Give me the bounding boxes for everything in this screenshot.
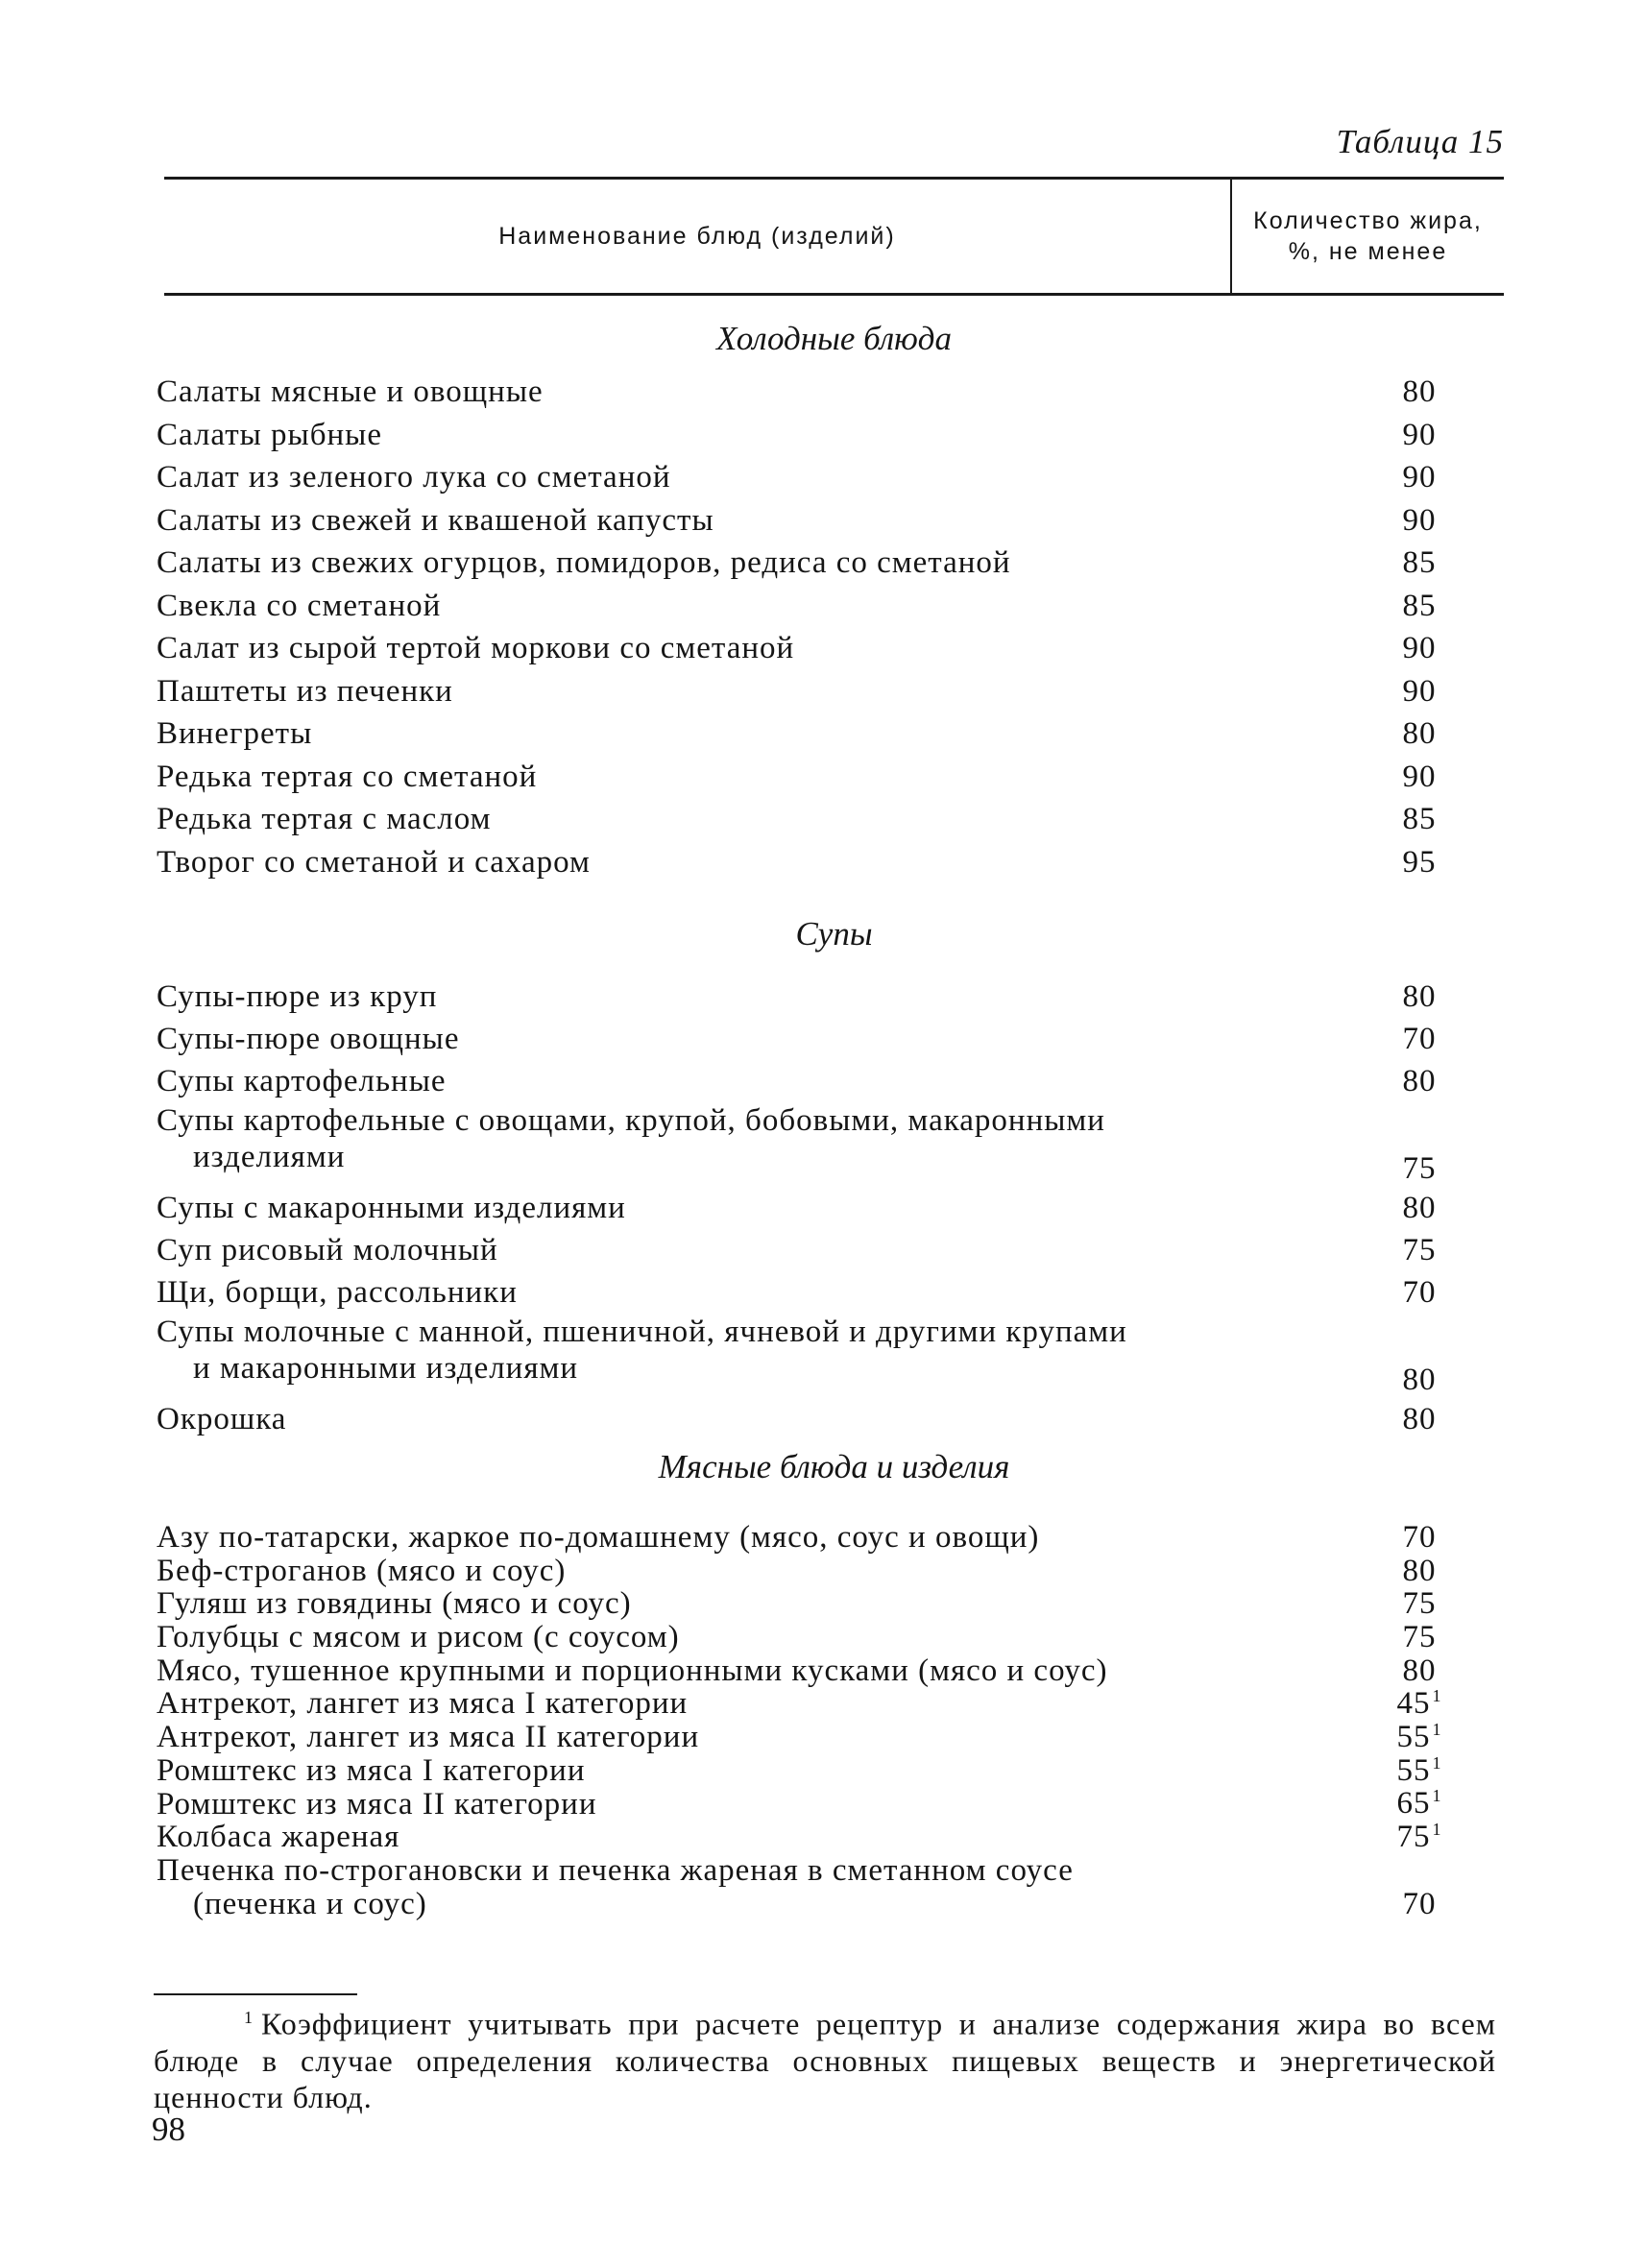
header-fat-line2: %, не менее	[1288, 238, 1448, 265]
fat-value	[1376, 1271, 1463, 1314]
footnote-ref: 1	[1432, 1786, 1442, 1806]
fat-value	[1376, 1229, 1463, 1271]
footnote-text: Коэффициент учитывать при расчете рецептур и анализе содержания жира во всем блюде в случае определения количества основных пищевых веществ и энергетической ценности блюд.	[154, 2006, 1496, 2114]
table-row	[157, 1788, 1463, 1822]
fat-value-number: 75	[1402, 1233, 1437, 1267]
dish-name-continuation: изделиями	[193, 1140, 346, 1174]
fat-value	[1376, 798, 1463, 841]
fat-value-number: 70	[1402, 1022, 1437, 1056]
fat-value-number: 90	[1402, 631, 1437, 665]
dish-name-text: Печенка по-строгановски и печенка жареная в сметанном соусе	[157, 1852, 1074, 1888]
fat-value-number: 80	[1402, 1553, 1437, 1588]
dish-name	[157, 1621, 1290, 1654]
dish-name	[157, 371, 1290, 414]
dish-name-text: Супы картофельные с овощами, крупой, бобовыми, макаронными	[157, 1103, 1105, 1138]
dish-name	[157, 1654, 1290, 1688]
fat-value	[1376, 585, 1463, 628]
section-title-soups: Супы	[795, 915, 873, 953]
page-number: 98	[152, 2111, 185, 2148]
table-row	[157, 1854, 1463, 1920]
table-row	[157, 1555, 1463, 1588]
fat-value-number: 75	[1396, 1820, 1431, 1855]
dish-name	[157, 1187, 1290, 1229]
dish-name-text: Окрошка	[157, 1402, 287, 1436]
fat-value-number: 55	[1396, 1752, 1431, 1788]
footnote-mark: 1	[244, 2008, 254, 2027]
fat-value	[1376, 1521, 1463, 1555]
table-row	[157, 976, 1463, 1018]
table-row	[157, 1060, 1463, 1102]
fat-value	[1376, 499, 1463, 543]
dish-name-text: Салат из зеленого лука со сметаной	[157, 460, 671, 495]
table-row	[157, 1271, 1463, 1314]
dish-name	[157, 1521, 1290, 1555]
dish-name-text: Супы-пюре овощные	[157, 1022, 460, 1056]
dish-name	[157, 1314, 1290, 1387]
footnote-ref: 1	[1432, 1820, 1442, 1840]
dish-name-text: Гуляш из говядины (мясо и соус)	[157, 1586, 632, 1622]
fat-value	[1376, 756, 1463, 799]
fat-value-number: 90	[1402, 673, 1437, 709]
dish-name	[157, 1788, 1290, 1822]
section-soups-rows	[157, 976, 1463, 1440]
dish-name-text: Беф-строганов (мясо и соус)	[157, 1553, 567, 1588]
fat-value	[1376, 1555, 1463, 1588]
dish-name-text: Винегреты	[157, 716, 313, 751]
dish-name-continuation: (печенка и соус)	[193, 1886, 427, 1921]
table-row	[157, 499, 1463, 543]
fat-value-number: 75	[1402, 1620, 1437, 1655]
fat-value	[1376, 1060, 1463, 1102]
fat-value-number: 80	[1402, 1363, 1437, 1397]
dish-name	[157, 670, 1290, 713]
table-row	[157, 1187, 1463, 1229]
dish-name-text: Щи, борщи, рассольники	[157, 1275, 518, 1310]
dish-name-text: Салаты из свежих огурцов, помидоров, редиса со сметаной	[157, 545, 1011, 580]
table-header	[164, 177, 1504, 296]
fat-value	[1376, 1150, 1463, 1187]
fat-value	[1376, 627, 1463, 670]
dish-name-continuation: и макаронными изделиями	[193, 1351, 579, 1386]
footnote-ref: 1	[1432, 1752, 1442, 1773]
dish-name	[157, 1587, 1290, 1621]
fat-value-number: 80	[1402, 1064, 1437, 1098]
table-row	[157, 756, 1463, 799]
fat-value	[1376, 1888, 1463, 1921]
table-row	[157, 1018, 1463, 1060]
dish-name	[157, 798, 1290, 841]
fat-value-number: 90	[1402, 417, 1437, 452]
section-title-cold: Холодные блюда	[716, 320, 952, 357]
dish-name	[157, 1018, 1290, 1060]
fat-value	[1376, 1018, 1463, 1060]
fat-value-number: 85	[1402, 588, 1437, 623]
dish-name	[157, 499, 1290, 543]
dish-name	[157, 1229, 1290, 1271]
table-row	[157, 798, 1463, 841]
fat-value-number: 80	[1402, 979, 1437, 1014]
table-row	[157, 542, 1463, 585]
fat-value-number: 75	[1402, 1151, 1437, 1186]
dish-name-text: Редька тертая со сметаной	[157, 759, 538, 794]
fat-value	[1376, 1813, 1463, 1854]
fat-value-number: 80	[1402, 716, 1437, 751]
dish-name-text: Супы с макаронными изделиями	[157, 1191, 626, 1225]
fat-value	[1376, 670, 1463, 713]
fat-value	[1376, 976, 1463, 1018]
fat-value-number: 45	[1396, 1686, 1431, 1722]
header-fat-amount	[1232, 180, 1504, 293]
table-row	[157, 585, 1463, 628]
dish-name	[157, 1687, 1290, 1721]
fat-value-number: 90	[1402, 502, 1437, 538]
dish-name	[157, 1555, 1290, 1588]
fat-value	[1376, 841, 1463, 884]
dish-name	[157, 1271, 1290, 1314]
dish-name	[157, 1721, 1290, 1754]
dish-name	[157, 542, 1290, 585]
fat-value	[1376, 1187, 1463, 1229]
footnote-ref: 1	[1432, 1720, 1442, 1740]
fat-value-number: 70	[1402, 1519, 1437, 1555]
fat-value-number: 70	[1402, 1886, 1437, 1921]
table-row	[157, 1754, 1463, 1788]
fat-value-number: 85	[1402, 545, 1437, 580]
dish-name-text: Колбаса жареная	[157, 1820, 400, 1855]
fat-value-number: 80	[1402, 1191, 1437, 1225]
dish-name-text: Супы молочные с манной, пшеничной, ячневой и другими крупами	[157, 1315, 1127, 1349]
section-title-meat: Мясные блюда и изделия	[658, 1448, 1010, 1485]
table-row	[157, 456, 1463, 499]
dish-name-text: Голубцы с мясом и рисом (с соусом)	[157, 1620, 680, 1655]
fat-value	[1376, 542, 1463, 585]
fat-value	[1376, 1362, 1463, 1398]
footnote	[154, 1999, 1496, 2115]
dish-name-text: Супы-пюре из круп	[157, 979, 438, 1014]
table-row	[157, 371, 1463, 414]
dish-name-text: Салаты рыбные	[157, 417, 382, 452]
table-row	[157, 1102, 1463, 1187]
table-caption: Таблица 15	[1336, 123, 1504, 160]
table-row	[157, 1654, 1463, 1688]
fat-value	[1376, 1621, 1463, 1654]
table-row	[157, 1229, 1463, 1271]
fat-value	[1376, 414, 1463, 457]
header-dish-name: Наименование блюд (изделий)	[164, 180, 1232, 293]
section-cold-rows	[157, 371, 1463, 883]
dish-name	[157, 712, 1290, 756]
fat-value-number: 80	[1402, 1653, 1437, 1688]
fat-value	[1376, 1398, 1463, 1440]
table-row	[157, 1587, 1463, 1621]
table-row	[157, 1687, 1463, 1721]
footnote-divider	[154, 1993, 357, 1995]
table-row	[157, 1314, 1463, 1398]
dish-name-text: Супы картофельные	[157, 1064, 447, 1098]
fat-value	[1376, 371, 1463, 414]
dish-name	[157, 976, 1290, 1018]
dish-name-text: Ромштекс из мяса II категории	[157, 1786, 597, 1822]
dish-name-text: Антрекот, лангет из мяса II категории	[157, 1720, 700, 1755]
table-row	[157, 1398, 1463, 1440]
fat-value-number: 90	[1402, 460, 1437, 495]
dish-name	[157, 414, 1290, 457]
fat-value	[1376, 456, 1463, 499]
fat-value-number: 80	[1402, 374, 1437, 409]
dish-name-text: Редька тертая с маслом	[157, 802, 492, 836]
dish-name	[157, 627, 1290, 670]
dish-name	[157, 1854, 1290, 1920]
header-fat-line1: Количество жира,	[1253, 207, 1483, 234]
table-row	[157, 841, 1463, 884]
fat-value-number: 90	[1402, 759, 1437, 794]
dish-name-text: Салат из сырой тертой моркови со сметаной	[157, 631, 795, 665]
dish-name	[157, 1102, 1290, 1175]
fat-value-number: 65	[1396, 1786, 1431, 1822]
dish-name-text: Салаты из свежей и квашеной капусты	[157, 502, 714, 538]
footnote-ref: 1	[1432, 1686, 1442, 1706]
dish-name	[157, 841, 1290, 884]
dish-name-text: Свекла со сметаной	[157, 588, 442, 623]
dish-name	[157, 456, 1290, 499]
dish-name	[157, 1398, 1290, 1440]
fat-value-number: 80	[1402, 1402, 1437, 1436]
dish-name-text: Суп рисовый молочный	[157, 1233, 498, 1267]
table-row	[157, 414, 1463, 457]
dish-name	[157, 585, 1290, 628]
table-row	[157, 1621, 1463, 1654]
fat-value	[1376, 712, 1463, 756]
dish-name-text: Паштеты из печенки	[157, 673, 453, 709]
table-row	[157, 1821, 1463, 1854]
dish-name	[157, 1754, 1290, 1788]
dish-name	[157, 1060, 1290, 1102]
dish-name	[157, 756, 1290, 799]
dish-name-text: Ромштекс из мяса I категории	[157, 1752, 586, 1788]
table-row	[157, 1521, 1463, 1555]
table-row	[157, 670, 1463, 713]
dish-name-text: Мясо, тушенное крупными и порционными кусками (мясо и соус)	[157, 1653, 1108, 1688]
fat-value	[1376, 1587, 1463, 1621]
dish-name-text: Азу по-татарски, жаркое по-домашнему (мясо, соус и овощи)	[157, 1520, 1040, 1555]
dish-name-text: Антрекот, лангет из мяса I категории	[157, 1686, 689, 1722]
dish-name-text: Салаты мясные и овощные	[157, 374, 544, 409]
fat-value-number: 55	[1396, 1720, 1431, 1755]
fat-value-number: 85	[1402, 802, 1437, 836]
dish-name	[157, 1821, 1290, 1854]
section-meat-rows	[157, 1521, 1463, 1920]
fat-value-number: 75	[1402, 1586, 1437, 1622]
dish-name-text: Творог со сметаной и сахаром	[157, 844, 591, 880]
fat-value-number: 70	[1402, 1275, 1437, 1310]
fat-value-number: 95	[1402, 844, 1437, 880]
table-row	[157, 712, 1463, 756]
table-row	[157, 1721, 1463, 1754]
table-row	[157, 627, 1463, 670]
